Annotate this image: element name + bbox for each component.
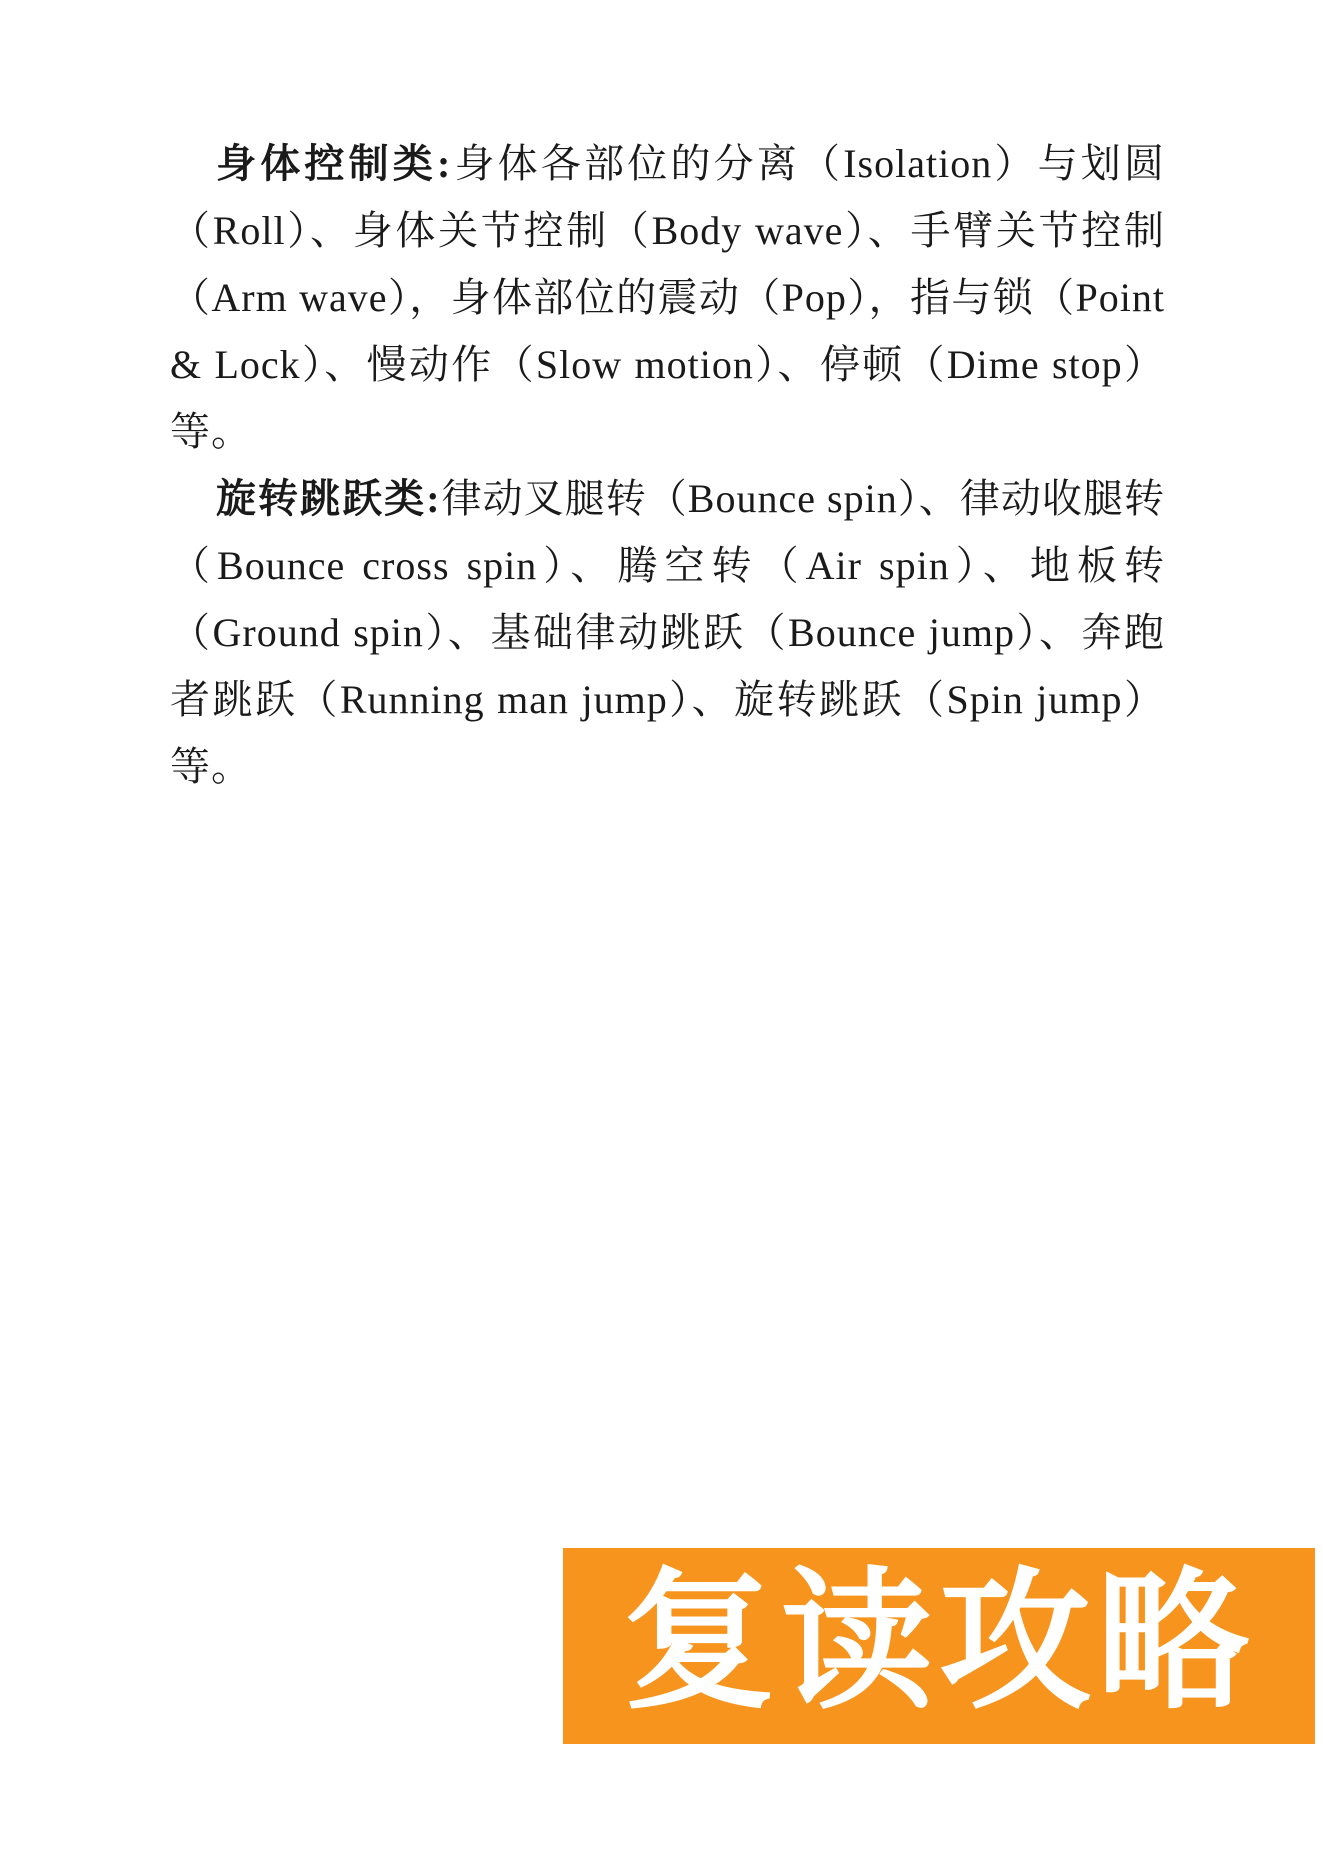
banner-text: 复读攻略 — [623, 1553, 1255, 1730]
paragraph-spin-jump — [170, 465, 1165, 800]
paragraph-body-control — [170, 130, 1165, 465]
paragraph-text-body-control: 身体各部位的分离（Isolation）与划圆（Roll）、身体关节控制（Body wave）、手臂关节控制（Arm wave），身体部位的震动（Pop），指与锁（Point & Lock）、慢动作（Slow motion）、停顿（Dime stop）等。 — [170, 141, 1165, 454]
paragraph-text-spin-jump: 律动叉腿转（Bounce spin）、律动收腿转（Bounce cross spin）、腾空转（Air spin）、地板转（Ground spin）、基础律动跳跃（Bounce jump）、奔跑者跳跃（Running man jump）、旋转跳跃（Spin jump）等。 — [170, 476, 1165, 789]
text-block — [170, 130, 1165, 800]
paragraph-lead-spin-jump: 旋转跳跃类: — [216, 476, 442, 521]
paragraph-lead-body-control: 身体控制类: — [216, 141, 453, 186]
review-strategy-banner — [563, 1548, 1315, 1744]
